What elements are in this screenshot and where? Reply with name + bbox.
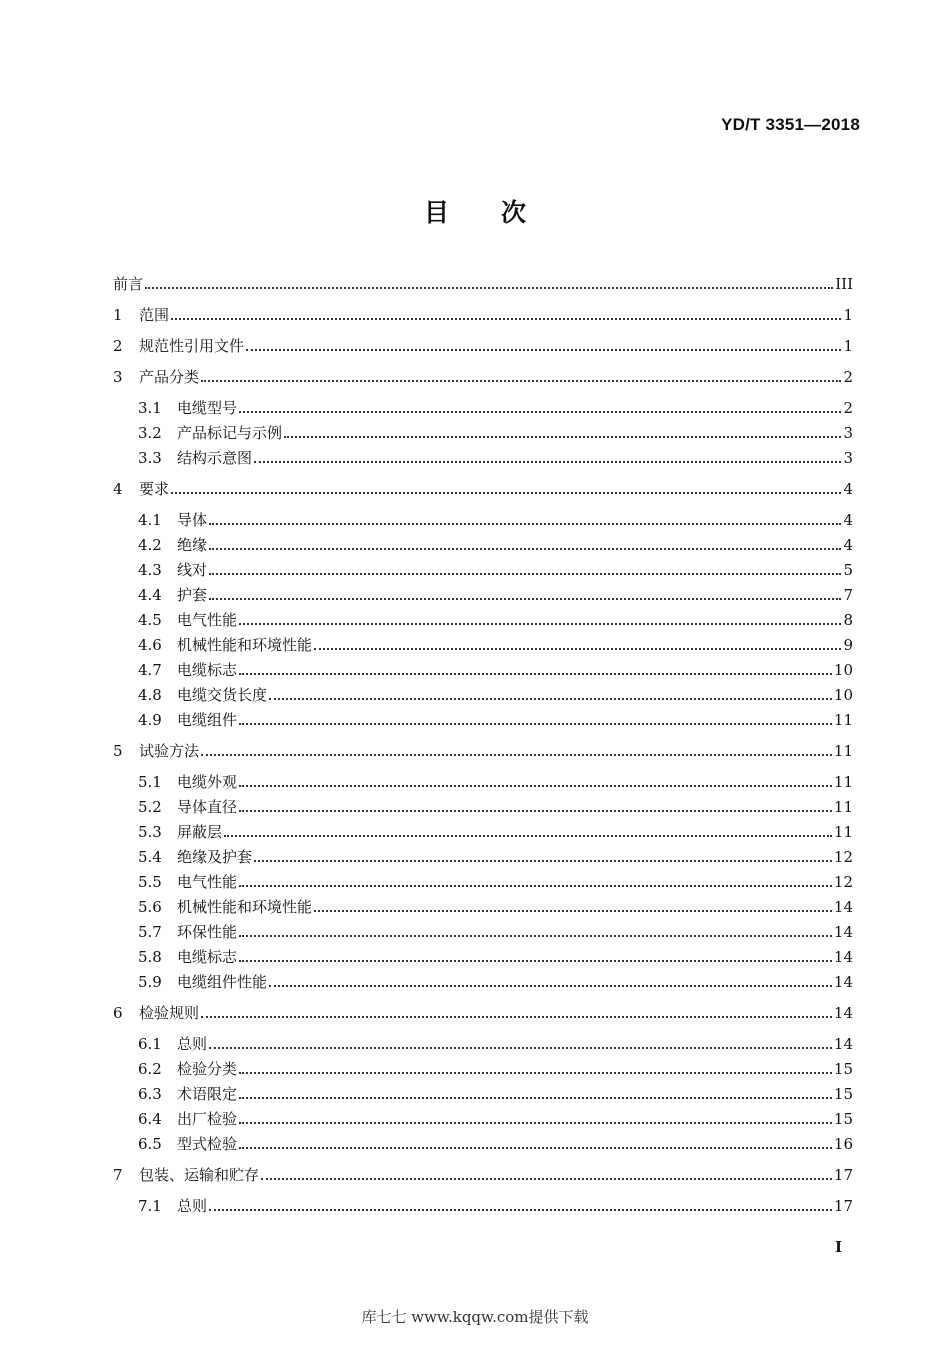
toc-leader-dots [239,1122,832,1124]
toc-entry-label: 环保性能 [177,923,238,941]
toc-entry-number: 2 [113,337,123,355]
toc-entry[interactable] [113,332,853,356]
toc-entry-page: III [835,275,853,293]
toc-leader-dots [239,960,832,962]
toc-entry[interactable] [113,918,853,942]
toc-entry[interactable] [113,301,853,325]
toc-entry-number: 3.2 [138,424,162,442]
toc-entry-label: 产品分类 [139,368,200,386]
toc-heading-char-1: 目 [423,198,449,227]
toc-entry[interactable] [113,581,853,605]
toc-entry-number: 6.1 [138,1035,162,1053]
toc-entry-page: 15 [833,1060,853,1078]
toc-entry-number: 5.9 [138,973,162,991]
toc-leader-dots [145,287,833,289]
toc-entry[interactable] [113,768,853,792]
toc-entry-page: 14 [833,973,853,991]
toc-entry-number: 4.4 [138,586,162,604]
toc-entry-label: 包装、运输和贮存 [139,1166,260,1184]
toc-entry[interactable] [113,1030,853,1054]
toc-entry-label: 范围 [139,306,170,324]
toc-entry-page: 4 [843,536,853,554]
toc-entry-number: 4.5 [138,611,162,629]
toc-leader-dots [239,785,832,787]
toc-entry[interactable] [113,656,853,680]
toc-entry[interactable] [113,363,853,387]
toc-entry[interactable] [113,1055,853,1079]
toc-entry-page: 11 [833,742,853,760]
toc-entry-label: 绝缘 [177,536,208,554]
toc-entry-number: 5.5 [138,873,162,891]
toc-entry-page: 1 [843,337,853,355]
toc-entry[interactable] [113,681,853,705]
toc-entry[interactable] [113,943,853,967]
toc-entry-label: 屏蔽层 [177,823,223,841]
toc-entry-number: 5.1 [138,773,162,791]
toc-entry-label: 检验规则 [139,1004,200,1022]
toc-entry-number: 4.3 [138,561,162,579]
toc-entry-page: 16 [833,1135,853,1153]
toc-entry-number: 7 [113,1166,123,1184]
toc-leader-dots [239,411,841,413]
toc-entry-label: 机械性能和环境性能 [177,636,313,654]
toc-entry-number: 4.9 [138,711,162,729]
toc-entry-page: 15 [833,1110,853,1128]
toc-entry-label: 前言 [113,275,144,293]
toc-entry-label: 检验分类 [177,1060,238,1078]
toc-entry-label: 电气性能 [177,611,238,629]
toc-entry-page: 10 [833,661,853,679]
toc-entry-number: 3.1 [138,399,162,417]
toc-entry-page: 5 [843,561,853,579]
toc-entry-page: 14 [833,898,853,916]
toc-entry-number: 4.1 [138,511,162,529]
toc-leader-dots [201,380,841,382]
toc-entry-number: 5 [113,742,123,760]
toc-entry-label: 护套 [177,586,208,604]
toc-entry[interactable] [113,737,853,761]
toc-entry[interactable] [113,1192,853,1216]
toc-leader-dots [239,810,832,812]
toc-leader-dots [224,835,832,837]
toc-heading [0,193,950,229]
toc-leader-dots [171,492,841,494]
toc-entry-page: 9 [843,636,853,654]
toc-entry-number: 5.8 [138,948,162,966]
toc-entry-label: 电缆交货长度 [177,686,268,704]
toc-leader-dots [209,598,841,600]
toc-entry-label: 导体直径 [177,798,238,816]
toc-entry-number: 6.5 [138,1135,162,1153]
toc-leader-dots [239,623,841,625]
toc-leader-dots [314,648,841,650]
toc-leader-dots [254,461,841,463]
toc-entry-number: 6.4 [138,1110,162,1128]
toc-entry[interactable] [113,868,853,892]
toc-entry-label: 电缆标志 [177,661,238,679]
toc-entry-label: 总则 [177,1197,208,1215]
toc-leader-dots [209,523,841,525]
toc-entry[interactable] [113,968,853,992]
toc-entry[interactable] [113,631,853,655]
toc-entry-label: 规范性引用文件 [139,337,245,355]
toc-entry-page: 15 [833,1085,853,1103]
toc-entry-label: 线对 [177,561,208,579]
toc-leader-dots [209,548,841,550]
toc-heading-char-2: 次 [501,198,527,227]
toc-entry-number: 5.3 [138,823,162,841]
toc-leader-dots [261,1178,832,1180]
toc-entry-page: 8 [843,611,853,629]
toc-leader-dots [209,1047,832,1049]
toc-entry[interactable] [113,1080,853,1104]
toc-entry[interactable] [113,606,853,630]
toc-entry-number: 4.7 [138,661,162,679]
toc-leader-dots [239,673,832,675]
toc-entry-label: 产品标记与示例 [177,424,283,442]
toc-entry-label: 电缆型号 [177,399,238,417]
toc-entry-label: 绝缘及护套 [177,848,253,866]
toc-leader-dots [171,318,841,320]
toc-entry-page: 14 [833,948,853,966]
toc-entry[interactable] [113,1130,853,1154]
toc-leader-dots [239,1072,832,1074]
toc-entry[interactable] [113,444,853,468]
toc-leader-dots [201,1016,832,1018]
toc-entry-page: 14 [833,1035,853,1053]
toc-leader-dots [239,935,832,937]
toc-leader-dots [239,885,832,887]
toc-entry-label: 试验方法 [139,742,200,760]
toc-entry-page: 4 [843,480,853,498]
toc-entry[interactable] [113,419,853,443]
toc-entry[interactable] [113,1105,853,1129]
toc-entry-label: 导体 [177,511,208,529]
toc-entry-number: 4.8 [138,686,162,704]
toc-entry-label: 出厂检验 [177,1110,238,1128]
toc-entry-number: 5.7 [138,923,162,941]
toc-entry-label: 电缆组件 [177,711,238,729]
toc-entry-page: 2 [843,399,853,417]
toc-entry-page: 11 [833,773,853,791]
toc-entry[interactable] [113,394,853,418]
toc-entry-page: 17 [833,1166,853,1184]
toc-leader-dots [239,1147,832,1149]
toc-leader-dots [209,1209,832,1211]
toc-entry-label: 要求 [139,480,170,498]
toc-entry-number: 1 [113,306,123,324]
toc-entry-label: 型式检验 [177,1135,238,1153]
toc-entry-page: 10 [833,686,853,704]
toc-entry-page: 11 [833,823,853,841]
toc-entry-page: 3 [843,449,853,467]
toc-entry-label: 机械性能和环境性能 [177,898,313,916]
toc-entry-label: 术语限定 [177,1085,238,1103]
toc-entry-page: 17 [833,1197,853,1215]
toc-entry-number: 4 [113,480,123,498]
download-footer: 库七七 www.kqqw.com提供下载 [361,1308,589,1326]
toc-entry[interactable] [113,843,853,867]
toc-entry-label: 电缆组件性能 [177,973,268,991]
toc-leader-dots [246,349,841,351]
toc-entry-number: 6.2 [138,1060,162,1078]
toc-entry-number: 7.1 [138,1197,162,1215]
toc-entry[interactable] [113,531,853,555]
toc-entry-page: 1 [843,306,853,324]
toc-entry-label: 结构示意图 [177,449,253,467]
toc-entry[interactable] [113,999,853,1023]
page-folio: I [835,1238,843,1256]
toc-entry-label: 电缆标志 [177,948,238,966]
toc-entry[interactable] [113,893,853,917]
toc-entry-page: 11 [833,798,853,816]
toc-leader-dots [269,985,832,987]
toc-leader-dots [239,723,832,725]
toc-leader-dots [209,573,841,575]
toc-entry-label: 电缆外观 [177,773,238,791]
toc-leader-dots [314,910,832,912]
toc-leader-dots [269,698,832,700]
document-code: YD/T 3351—2018 [721,115,860,134]
toc-entry-page: 4 [843,511,853,529]
toc-entry-page: 11 [833,711,853,729]
toc-entry[interactable] [113,706,853,730]
toc-entry-number: 6.3 [138,1085,162,1103]
toc-entry[interactable] [113,1161,853,1185]
toc-entry-number: 5.2 [138,798,162,816]
toc-entry-number: 3 [113,368,123,386]
toc-entry-number: 4.2 [138,536,162,554]
toc-entry[interactable] [113,506,853,530]
toc-leader-dots [201,754,832,756]
toc-entry-page: 2 [843,368,853,386]
toc-entry-number: 6 [113,1004,123,1022]
toc-entry[interactable] [113,556,853,580]
toc-entry[interactable] [113,818,853,842]
toc-entry-page: 14 [833,1004,853,1022]
toc-entry-page: 12 [833,848,853,866]
toc-entry-number: 5.6 [138,898,162,916]
toc-entry-label: 电气性能 [177,873,238,891]
toc-entry-number: 5.4 [138,848,162,866]
toc-entry-label: 总则 [177,1035,208,1053]
toc-entry-page: 12 [833,873,853,891]
toc-entry-page: 3 [843,424,853,442]
toc-entry-number: 4.6 [138,636,162,654]
toc-leader-dots [284,436,841,438]
toc-entry[interactable] [113,270,853,294]
toc-entry-page: 7 [843,586,853,604]
toc-entry[interactable] [113,475,853,499]
toc-leader-dots [254,860,832,862]
toc-leader-dots [239,1097,832,1099]
toc-entry-page: 14 [833,923,853,941]
toc-entry[interactable] [113,793,853,817]
toc-entry-number: 3.3 [138,449,162,467]
